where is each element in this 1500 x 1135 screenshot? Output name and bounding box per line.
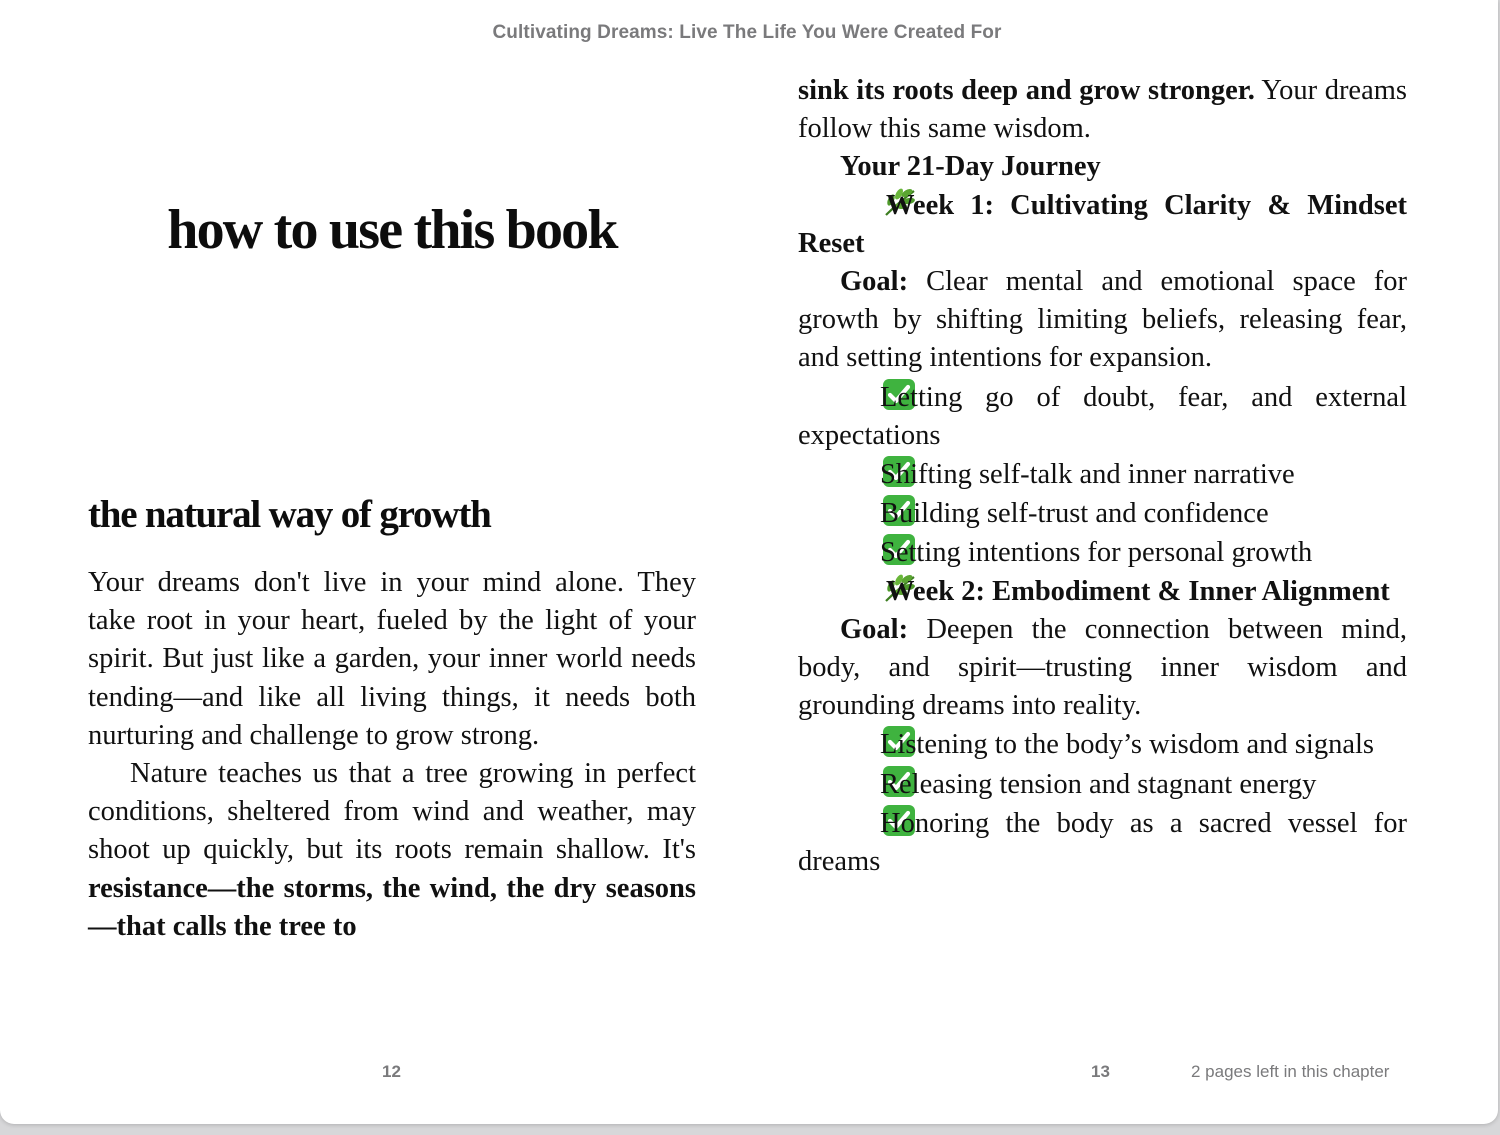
list-item-text: Building self-trust and confidence xyxy=(880,498,1269,530)
section-heading: the natural way of growth xyxy=(88,493,491,536)
list-item xyxy=(798,804,1407,881)
page-number-left: 12 xyxy=(382,1062,401,1081)
paragraph-emphasis: resistance—the storms, the wind, the dry seasons—that calls the tree to xyxy=(88,872,696,942)
check-mark-icon xyxy=(840,804,874,837)
check-mark-icon xyxy=(840,765,874,798)
list-item-text: Letting go of doubt, fear, and external expectations xyxy=(798,381,1407,451)
check-mark-icon xyxy=(840,494,874,527)
paragraph-text: Nature teaches us that a tree growing in perfect conditions, sheltered from wind and weather, may shoot up quickly, but its roots remain shallow. It's xyxy=(88,758,696,866)
paragraph xyxy=(798,72,1407,148)
goal-text: Clear mental and emotional space for growth by shifting limiting beliefs, releasing fear, and setting intentions for expansion. xyxy=(798,266,1407,374)
week-title: Week 2: Embodiment & Inner Alignment xyxy=(886,575,1390,607)
list-item-text: Shifting self-talk and inner narrative xyxy=(880,459,1295,491)
pages-left-in-chapter: 2 pages left in this chapter xyxy=(1191,1062,1390,1081)
herb-icon xyxy=(840,573,876,603)
page-number-right: 13 xyxy=(1091,1062,1110,1081)
list-item xyxy=(798,533,1407,572)
book-title: Cultivating Dreams: Live The Life You Were Created For xyxy=(492,22,1002,43)
herb-icon xyxy=(840,187,876,217)
journey-heading: Your 21-Day Journey xyxy=(840,151,1101,183)
list-item xyxy=(798,378,1407,455)
paragraph-text: Your dreams follow this same wisdom. xyxy=(798,75,1407,145)
left-body xyxy=(88,564,696,946)
paragraph-emphasis: sink its roots deep and grow stronger. xyxy=(798,75,1255,106)
goal-paragraph xyxy=(798,611,1407,726)
list-item xyxy=(798,494,1407,533)
check-mark-icon xyxy=(840,533,874,566)
paragraph: Your dreams don't live in your mind alone. They take root in your heart, fueled by the light of your spirit. But just like a garden, your inner world needs tending—and like all living things, it needs both nurturing and challenge to grow strong. xyxy=(88,567,696,751)
goal-paragraph xyxy=(798,263,1407,378)
week-title: Week 1: Cultivating Clarity & Mindset Reset xyxy=(798,189,1407,259)
check-mark-icon xyxy=(840,725,874,758)
goal-text: Deepen the connection between mind, body, and spirit—trusting inner wisdom and grounding dreams into reality. xyxy=(798,613,1407,722)
paragraph xyxy=(88,755,696,946)
week-heading xyxy=(798,573,1407,611)
right-body xyxy=(798,72,1407,881)
goal-label: Goal: xyxy=(840,266,909,298)
check-mark-icon xyxy=(840,378,874,411)
list-item xyxy=(798,455,1407,494)
chapter-title: how to use this book xyxy=(167,199,617,261)
check-mark-icon xyxy=(840,455,874,488)
week-heading xyxy=(798,187,1407,263)
list-item-text: Listening to the body’s wisdom and signals xyxy=(880,729,1374,761)
list-item xyxy=(798,765,1407,804)
list-item xyxy=(798,725,1407,764)
list-item-text: Setting intentions for personal growth xyxy=(880,537,1313,569)
list-item-text: Releasing tension and stagnant energy xyxy=(880,768,1317,800)
list-item-text: Honoring the body as a sacred vessel for dreams xyxy=(798,807,1407,878)
goal-label: Goal: xyxy=(840,613,909,645)
